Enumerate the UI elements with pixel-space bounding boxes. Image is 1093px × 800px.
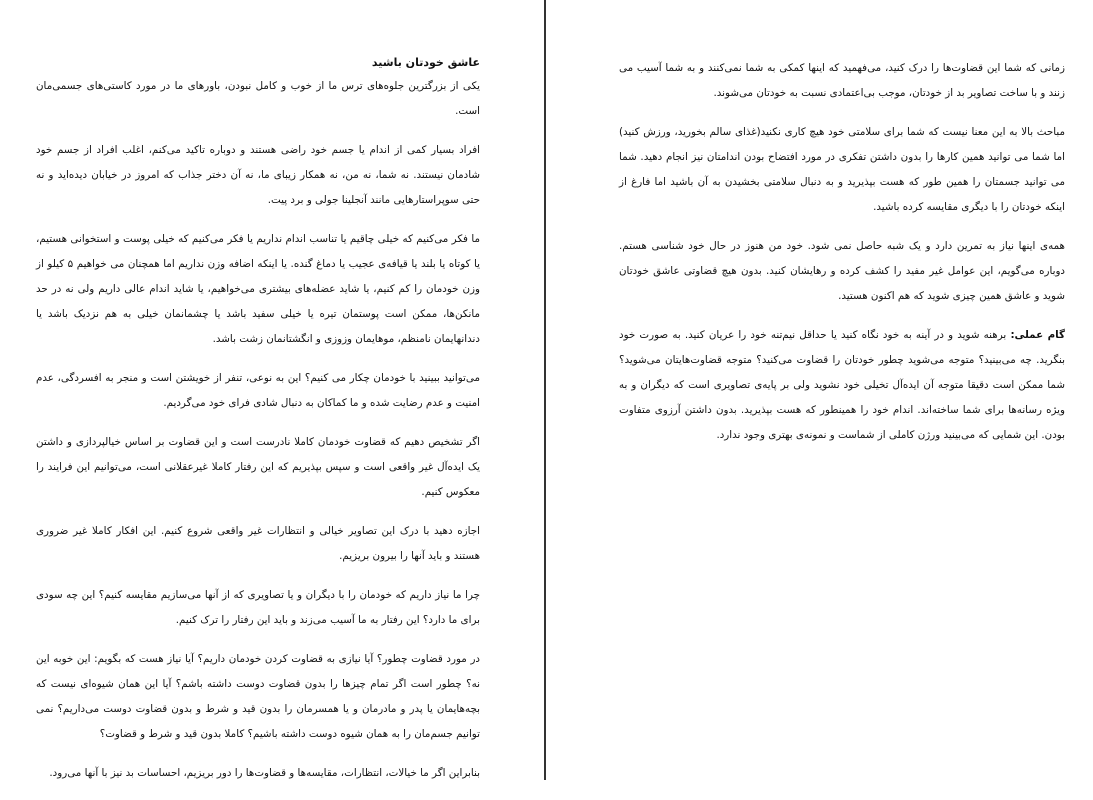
paragraph: یکی از بزرگترین جلوه‌های ترس ما از خوب و کامل نبودن، باورهای ما در مورد کاستی‌های جسمی‌مان است. [36, 80, 480, 117]
left-page [0, 0, 545, 780]
paragraph: چرا ما نیاز داریم که خودمان را با دیگران و یا تصاویری که از آنها می‌سازیم مقایسه کنیم؟ این چه سودی برای ما دارد؟ این رفتار به ما آسیب می‌زند و باید این رفتار را ترک کنیم. [36, 589, 480, 626]
right-page [547, 0, 1093, 780]
paragraph: در مورد قضاوت چطور؟ آیا نیازی به قضاوت کردن خودمان داریم؟ آیا نیاز هست که بگویم: این خوبه این نه؟ چطور است اگر تمام چیزها را بدون قضاوت دوست داشته باشم؟ آیا این همان شیوه‌ای نیست که بچه‌هایمان یا پدر و مادرمان و یا همسرمان را بدون قید و شرط و بدون قضاوت دوست می‌داریم؟ نمی توانیم جسم‌مان را به همان شیوه دوست داشته باشیم؟ کاملا بدون قید و شرط و قضاوت؟ [36, 653, 480, 740]
paragraph: زمانی که شما این قضاوت‌ها را درک کنید، می‌فهمید که اینها کمکی به شما نمی‌کنند و به شما آسیب می زنند و با ساخت تصاویر بد از خودتان، موجب بی‌اعتمادی نسبت به خودتان می‌شوند. [619, 62, 1065, 99]
page-divider [544, 0, 546, 780]
section-heading: عاشق خودتان باشید [371, 56, 480, 69]
paragraph: همه‌ی اینها نیاز به تمرین دارد و یک شبه حاصل نمی شود. خود من هنوز در حال خود شناسی هستم. دوباره می‌گویم، این عوامل غیر مفید را کشف کرده و رهایشان کنید. بدون هیچ قضاوتی عاشق خودتان شوید و عاشق همین چیزی شوید که هم اکنون هستید. [619, 240, 1065, 302]
practical-step-paragraph [619, 323, 1065, 448]
paragraph: مباحث بالا به این معنا نیست که شما برای سلامتی خود هیچ کاری نکنید(غذای سالم بخورید، ورزش کنید) اما شما می توانید همین کارها را بدون داشتن تفکری در مورد افتضاح بودن اندامتان نیز انجام دهید. شما می توانید جسمتان را همین طور که هست بپذیرید و به دنبال سلامتی بخشیدن به آن باشید اما فارغ از اینکه خودتان را با دیگری مقایسه کرده باشید. [619, 126, 1065, 213]
paragraph: می‌توانید ببینید با خودمان چکار می کنیم؟ این به نوعی، تنفر از خویشتن است و منجر به افسردگی، عدم امنیت و عدم رضایت شده و ما کماکان به دنبال شادی فرای خود می‌گردیم. [36, 372, 480, 409]
paragraph: اجازه دهید با درک این تصاویر خیالی و انتظارات غیر واقعی شروع کنیم. این افکار کاملا غیر ضروری هستند و باید آنها را بیرون بریزیم. [36, 525, 480, 562]
practical-step-label: گام عملی: [1010, 329, 1065, 341]
right-page-column [619, 56, 1065, 462]
practical-step-text: برهنه شوید و در آینه به خود نگاه کنید یا حداقل نیم‌تنه خود را عریان کنید. به صورت خود بنگرید. چه می‌بینید؟ متوجه می‌شوید چطور خودتان را قضاوت می‌کنید؟ متوجه قضاوت‌هایتان می‌شوید؟ شما ممکن است دقیقا متوجه آن ایده‌آل تخیلی خود نشوید ولی بر پایه‌ی تصاویری است که دیگران و به ویژه رسانه‌ها برای شما ساخته‌اند. اندام خود را همینطور که هست بپذیرید. بدون داشتن آرزوی متفاوت بودن. این شمایی که می‌بینید ورژن کاملی از شماست و نمونه‌ی بهتری وجود ندارد. [619, 329, 1065, 441]
paragraph: افراد بسیار کمی از اندام یا جسم خود راضی هستند و دوباره تاکید می‌کنم، اغلب افراد از جسم خود شادمان نیستند. نه شما، نه من، نه همکار زیبای ما، نه آن دختر جذاب که امروز در خیابان دیده‌اید و نه حتی سوپراستارهایی مانند آنجلینا جولی و برد پیت. [36, 144, 480, 206]
paragraph: ما فکر می‌کنیم که خیلی چاقیم یا تناسب اندام نداریم یا فکر می‌کنیم که خیلی پوست و استخوانی هستیم، یا کوتاه یا بلند یا قیافه‌ی عجیب یا دماغ گنده. یا اینکه اضافه وزن نداریم اما همچنان می خواهیم ۵ کیلو از وزن خودمان را کم کنیم، یا شاید عضله‌های بیشتری می‌خواهیم، یا شاید اندام عالی داریم ولی نه در حد مانکن‌ها، ممکن است پوستمان تیره یا خیلی سفید باشد یا چشمانمان خیلی به هم نزدیک باشد یا دندانهایمان نامنظم، موهایمان وزوزی و انگشتانمان زشت باشد. [36, 233, 480, 345]
paragraph: بنابراین اگر ما خیالات، انتظارات، مقایسه‌ها و قضاوت‌ها را دور بریزیم، احساسات بد نیز با آنها می‌رود. [49, 767, 480, 779]
left-page-column [36, 52, 480, 800]
paragraph: اگر تشخیص دهیم که قضاوت خودمان کاملا نادرست است و این قضاوت بر اساس خیالپردازی و داشتن یک ایده‌آل غیر واقعی است و سپس بپذیریم که این رفتار کاملا غیرعقلانی است، می‌توانیم این فرایند را معکوس کنیم. [36, 436, 480, 498]
